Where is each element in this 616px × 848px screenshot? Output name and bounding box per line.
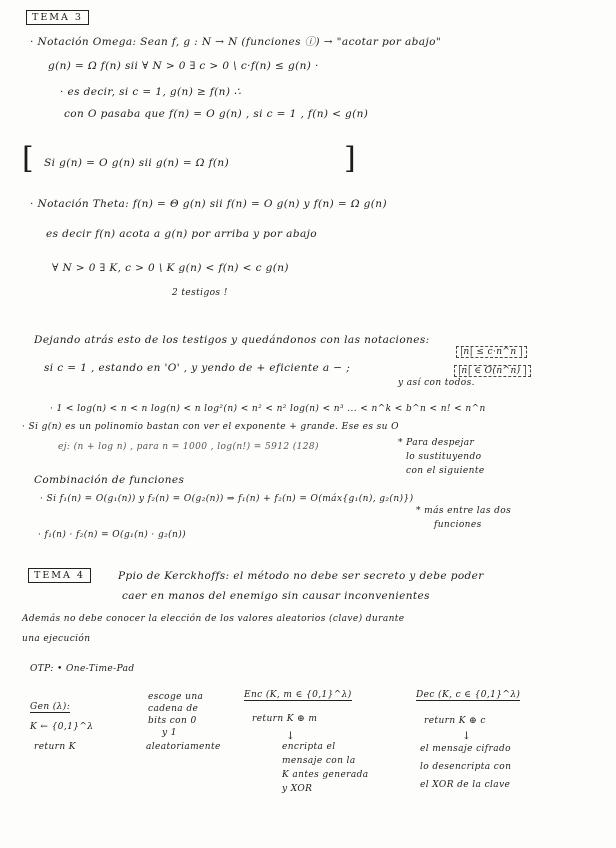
gen-note-2: cadena de <box>148 704 199 714</box>
enc-note-3: K antes generada <box>282 770 369 780</box>
theta-explanation-line: es decir f(n) acota a g(n) por arriba y por abajo <box>46 228 318 240</box>
side-note-3: con el siguiente <box>406 466 485 476</box>
boxed-equivalence-text: Si g(n) = O g(n) sii g(n) = Ω f(n) <box>44 157 230 169</box>
enc-note-4: y XOR <box>282 784 313 794</box>
boxed-equivalence <box>22 141 362 178</box>
max-note-1: * más entre las dos <box>416 506 512 516</box>
theta-witnesses-note: 2 testigos ! <box>172 288 228 298</box>
enc-line-1: return K ⊕ m <box>252 714 318 724</box>
efficiency-order-line: si c = 1 , estando en 'O' , y yendo de + eficiente a − ; <box>44 362 351 374</box>
gen-note-1: escoge una <box>148 692 204 702</box>
enc-note-2: mensaje con la <box>282 756 356 766</box>
dashed-box-bottom: |n| ∈ O(n^n) | <box>454 365 531 377</box>
polynomial-rule-line: · Si g(n) es un polinomio bastan con ver el exponente + grande. Ese es su O <box>22 422 399 432</box>
enc-note-1: encripta el <box>282 742 336 752</box>
tema3-title: TEMA 3 <box>26 10 89 25</box>
left-bracket: [ <box>22 141 35 176</box>
tema4-title: TEMA 4 <box>28 568 91 583</box>
kerckhoffs-line-2: caer en manos del enemigo sin causar inconvenientes <box>122 590 430 602</box>
dec-line-1: return K ⊕ c <box>424 716 486 726</box>
dec-heading: Dec (K, c ∈ {0,1}^λ) <box>416 690 521 700</box>
dec-note-1: el mensaje cifrado <box>420 744 511 754</box>
side-note-1: * Para despejar <box>398 438 475 448</box>
gen-line-1: K ← {0,1}^λ <box>30 722 94 732</box>
kerckhoffs-line-1: Ppio de Kerckhoffs: el método no debe ser secreto y debe poder <box>118 570 484 582</box>
example-line: ej: (n + log n) , para n = 1000 , log(n!) = 5912 (128) <box>58 442 319 452</box>
gen-note-4: y 1 <box>162 728 177 738</box>
omega-example-line: · es decir, si c = 1, g(n) ≥ f(n) ∴ <box>60 86 242 98</box>
max-note-2: funciones <box>434 520 482 530</box>
gen-line-2: return K <box>34 742 76 752</box>
complexity-hierarchy-line: · 1 < log(n) < n < n log(n) < n log²(n) < n² < n² log(n) < n³ ... < n^k < b^n < n! < n^n <box>50 404 486 414</box>
omega-definition-line: · Notación Omega: Sean f, g : N → N (funciones ⓘ) → "acotar por abajo" <box>30 36 442 48</box>
enc-arrow-icon: ↓ <box>286 730 296 742</box>
omega-comparison-line: con O pasaba que f(n) = O g(n) , si c = 1 , f(n) < g(n) <box>64 108 369 120</box>
and-so-on-note: y así con todos. <box>398 378 475 388</box>
dashed-box-top: |n| ≤ c·n^n | <box>456 346 527 358</box>
sum-rule-line: · Si f₁(n) = O(g₁(n)) y f₂(n) = O(g₂(n)) ⇒ f₁(n) + f₂(n) = O(máx{g₁(n), g₂(n)}) <box>40 494 414 504</box>
dec-note-2: lo desencripta con <box>420 762 512 772</box>
right-bracket: ] <box>344 141 357 176</box>
theta-definition-line: · Notación Theta: f(n) = Θ g(n) sii f(n) = O g(n) y f(n) = Ω g(n) <box>30 198 387 210</box>
kerckhoffs-line-4: una ejecución <box>22 634 91 644</box>
enc-heading: Enc (K, m ∈ {0,1}^λ) <box>244 690 352 700</box>
kerckhoffs-line-3: Además no debe conocer la elección de los valores aleatorios (clave) durante <box>22 614 405 624</box>
dec-arrow-icon: ↓ <box>462 730 472 742</box>
combinacion-heading: Combinación de funciones <box>34 474 185 486</box>
dec-note-3: el XOR de la clave <box>420 780 511 790</box>
gen-note-5: aleatoriamente <box>146 742 221 752</box>
product-rule-line: · f₁(n) · f₂(n) = O(g₁(n) · g₂(n)) <box>38 530 187 540</box>
side-note-2: lo sustituyendo <box>406 452 482 462</box>
testigos-intro-line: Dejando atrás esto de los testigos y quedándonos con las notaciones: <box>34 334 430 346</box>
theta-formula-line: ∀ N > 0 ∃ K, c > 0 \ K g(n) < f(n) < c g(n) <box>52 262 289 274</box>
gen-heading: Gen (λ): <box>30 702 71 712</box>
otp-title: OTP: • One-Time-Pad <box>30 664 135 674</box>
gen-note-3: bits con 0 <box>148 716 197 726</box>
omega-formula-line: g(n) = Ω f(n) sii ∀ N > 0 ∃ c > 0 \ c·f(n) ≤ g(n) · <box>48 60 319 72</box>
